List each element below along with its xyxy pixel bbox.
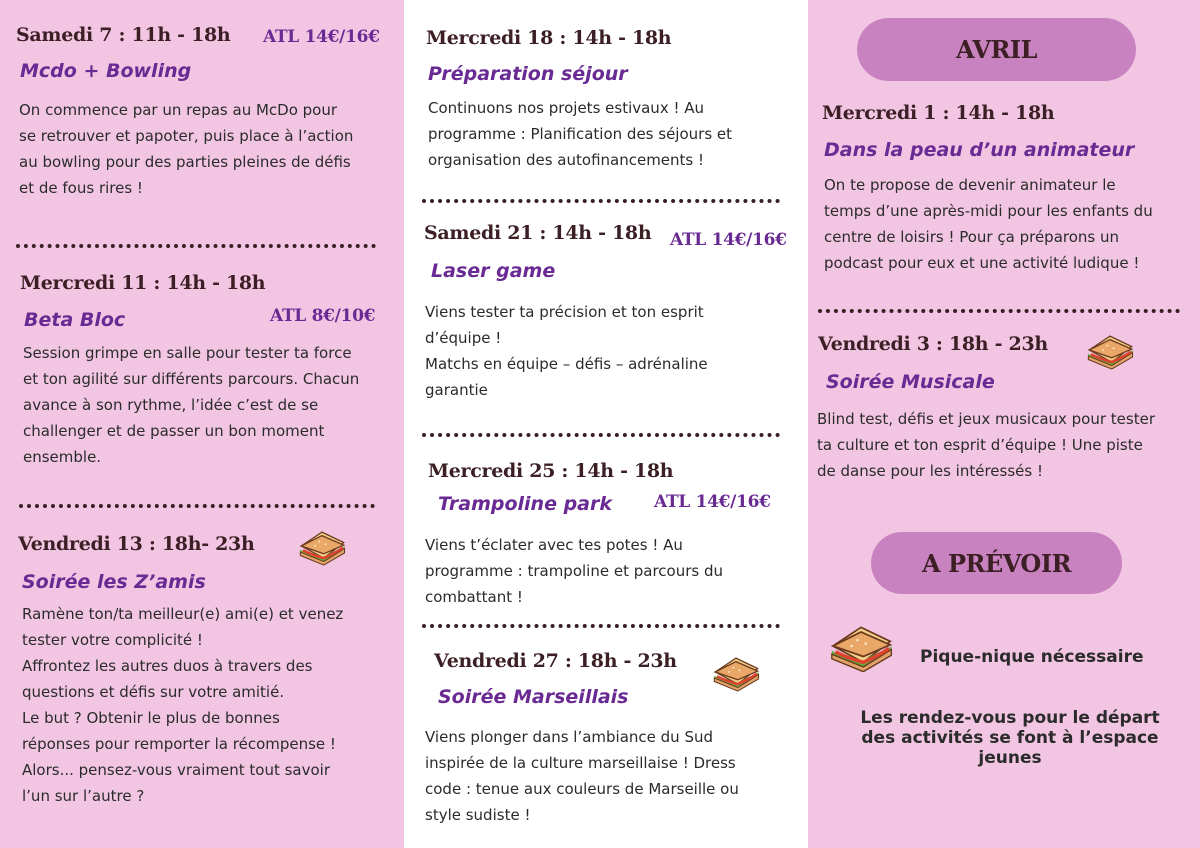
event-date: Mercredi 11 : 14h - 18h — [20, 272, 266, 294]
event-price: ATL 14€/16€ — [263, 27, 380, 47]
meeting-note: Les rendez-vous pour le départ des activités se font à l’espace jeunes — [860, 708, 1160, 768]
left-panel — [0, 0, 404, 848]
dotted-divider — [422, 199, 780, 203]
event-title: Mcdo + Bowling — [20, 60, 192, 82]
event-title: Soirée Marseillais — [438, 686, 629, 708]
event-date: Mercredi 1 : 14h - 18h — [822, 102, 1055, 124]
event-title: Dans la peau d’un animateur — [824, 139, 1135, 161]
event-description: Viens t’éclater avec tes potes ! Au programme : trampoline et parcours du combattant ! — [425, 536, 723, 606]
event-date: Mercredi 18 : 14h - 18h — [426, 27, 672, 49]
event-description: Blind test, défis et jeux musicaux pour tester ta culture et ton esprit d’équipe ! Une piste de danse pour les intéressés ! — [817, 410, 1156, 480]
event-date: Samedi 21 : 14h - 18h — [424, 222, 652, 244]
event-description: Session grimpe en salle pour tester ta force et ton agilité sur différents parcours. Chacun avance à son rythme, l’idée c’est de se challenger et de passer un bon moment ensemble. — [23, 344, 360, 466]
event-title: Soirée les Z’amis — [22, 571, 206, 593]
dotted-divider — [818, 309, 1180, 313]
event-date: Vendredi 13 : 18h- 23h — [18, 533, 255, 555]
dotted-divider — [422, 624, 780, 628]
sandwich-icon — [1084, 330, 1136, 370]
event-title: Soirée Musicale — [826, 371, 995, 393]
event-description: Viens tester ta précision et ton esprit d’équipe ! Matchs en équipe – défis – adrénaline garantie — [425, 303, 708, 399]
event-price: ATL 14€/16€ — [670, 230, 787, 250]
picnic-note: Pique-nique nécessaire — [920, 647, 1144, 667]
event-date: Samedi 7 : 11h - 18h — [16, 24, 231, 46]
month-badge: AVRIL — [857, 18, 1136, 81]
sandwich-icon — [296, 526, 348, 566]
event-date: Vendredi 27 : 18h - 23h — [434, 650, 677, 672]
dotted-divider — [19, 504, 375, 508]
event-date: Mercredi 25 : 14h - 18h — [428, 460, 674, 482]
event-description: Ramène ton/ta meilleur(e) ami(e) et venez tester votre complicité ! Affrontez les autres duos à travers des questions et défis sur votre amitié. Le but ? Obtenir le plus de bonnes réponses pour remporter la récompense ! Alors... pensez-vous vraiment tout savoir l’un sur l’autre ? — [22, 605, 344, 805]
event-description: Viens plonger dans l’ambiance du Sud inspirée de la culture marseillaise ! Dress code : tenue aux couleurs de Marseille ou style sudiste ! — [425, 728, 739, 824]
dotted-divider — [422, 433, 780, 437]
event-title: Préparation séjour — [428, 63, 628, 85]
sandwich-icon — [710, 652, 762, 692]
prevoir-badge: A PRÉVOIR — [871, 532, 1122, 594]
event-title: Beta Bloc — [24, 309, 126, 331]
event-description: Continuons nos projets estivaux ! Au programme : Planification des séjours et organisation des autofinancements ! — [428, 99, 733, 169]
event-description: On te propose de devenir animateur le temps d’une après-midi pour les enfants du centre de loisirs ! Pour ça préparons un podcast pour eux et une activité ludique ! — [824, 176, 1153, 272]
event-price: ATL 8€/10€ — [270, 306, 376, 326]
event-price: ATL 14€/16€ — [654, 492, 771, 512]
middle-panel — [404, 0, 808, 848]
right-panel — [808, 0, 1200, 848]
event-description: On commence par un repas au McDo pour se retrouver et papoter, puis place à l’action au bowling pour des parties pleines de défis et de fous rires ! — [19, 101, 354, 197]
dotted-divider — [16, 244, 376, 248]
sandwich-icon — [826, 620, 896, 672]
event-date: Vendredi 3 : 18h - 23h — [818, 333, 1048, 355]
event-title: Trampoline park — [438, 493, 612, 515]
event-title: Laser game — [431, 260, 556, 282]
